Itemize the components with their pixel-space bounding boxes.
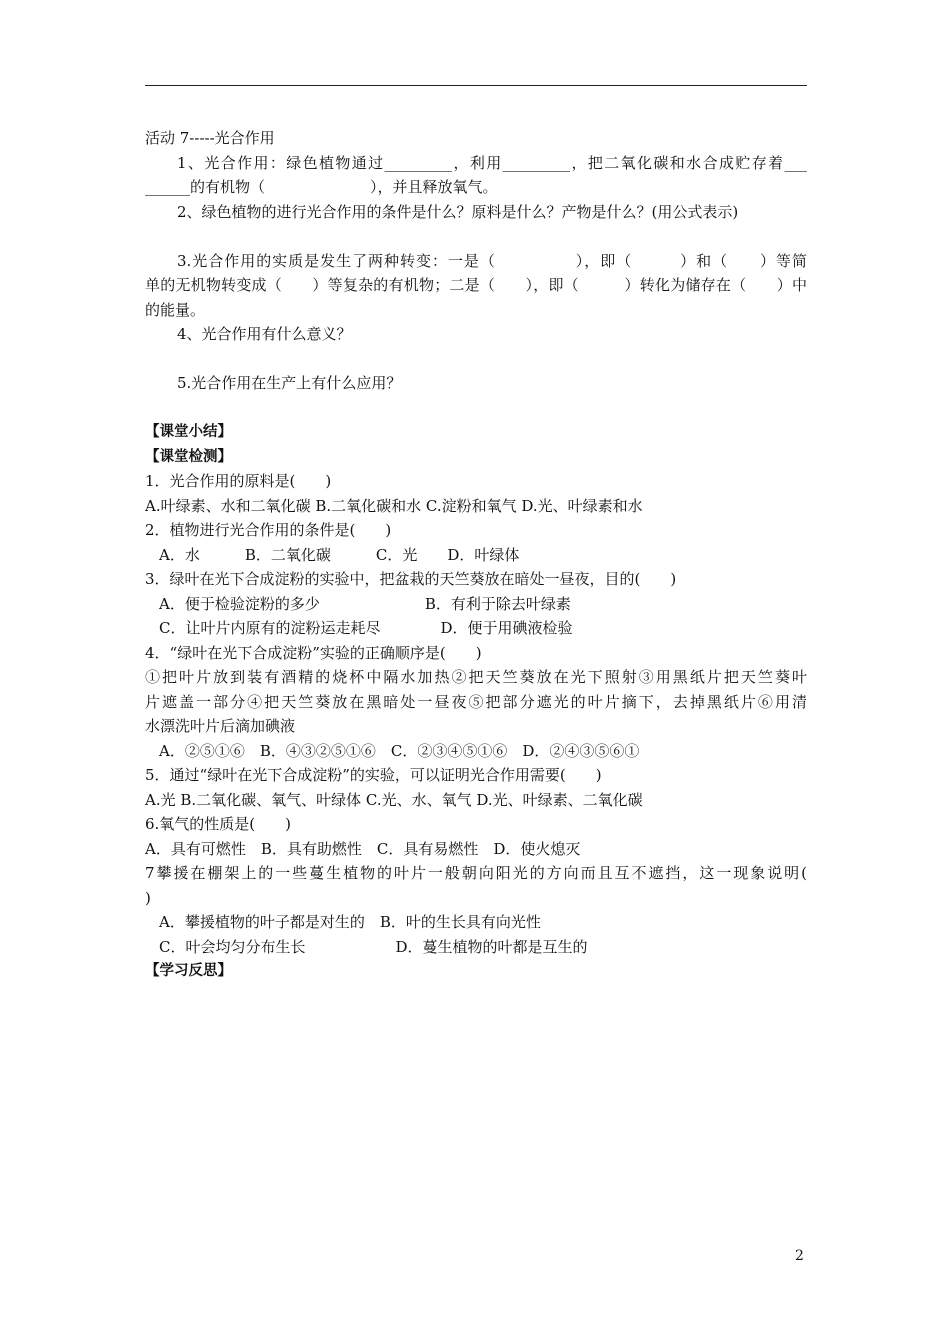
test-question-3-options-cd: C．让叶片内原有的淀粉运走耗尽 D．便于用碘液检验 [159,619,573,637]
test-question-7-line-1: 7攀援在棚架上的一些蔓生植物的叶片一般朝向阳光的方向而且互不遮挡，这一现象说明( [145,864,807,882]
test-question-4: 4．“绿叶在光下合成淀粉”实验的正确顺序是( ) [145,643,482,662]
question-5: 5.光合作用在生产上有什么应用？ [177,374,402,392]
test-question-5-options: A.光 B.二氧化碳、氧气、叶绿体 C.光、水、氧气 D.光、叶绿素、二氧化碳 [145,790,643,809]
test-question-3-options-ab: A．便于检验淀粉的多少 B．有利于除去叶绿素 [159,594,571,613]
test-question-6-options: A．具有可燃性 B．具有助燃性 C．具有易燃性 D．使火熄灭 [145,839,581,858]
question-1-line-1: 1、光合作用：绿色植物通过_________，利用_________，把二氧化碳和水合成贮存着___ [177,153,807,172]
test-question-4-options: A．②⑤①⑥ B．④③②⑤①⑥ C．②③④⑤①⑥ D．②④③⑤⑥① [159,741,640,760]
test-question-4-steps-2: 片遮盖一部分④把天竺葵放在黑暗处一昼夜⑤把部分遮光的叶片摘下，去掉黑纸片⑥用清 [145,692,807,711]
document-body [145,126,807,984]
test-question-6: 6.氧气的性质是( ) [145,815,292,833]
reflection-heading: 【学习反思】 [145,963,232,979]
question-1-line-2: ______的有机物（ ），并且释放氧气。 [145,178,498,196]
page-number: 2 [795,1248,804,1264]
test-question-7-options-cd: C．叶会均匀分布生长 D．蔓生植物的叶都是互生的 [159,937,588,956]
question-2: 2、绿色植物的进行光合作用的条件是什么？原料是什么？产物是什么？(用公式表示) [177,202,739,221]
test-question-7-line-2: ) [145,888,151,907]
test-question-1-options: A.叶绿素、水和二氧化碳 B.二氧化碳和水 C.淀粉和氧气 D.光、叶绿素和水 [145,496,643,515]
test-question-3: 3．绿叶在光下合成淀粉的实验中，把盆栽的天竺葵放在暗处一昼夜，目的( ) [145,570,677,588]
test-question-2: 2．植物进行光合作用的条件是( ) [145,521,392,539]
header-rule [145,85,807,86]
test-heading: 【课堂检测】 [145,448,232,465]
question-3-line-2: 单的无机物转变成（ ）等复杂的有机物；二是（ ），即（ ）转化为储存在（ ）中 [145,276,807,294]
question-3-line-3: 的能量。 [145,300,206,319]
summary-heading: 【课堂小结】 [145,424,232,440]
test-question-1: 1．光合作用的原料是( ) [145,472,332,490]
test-question-7-options-ab: A．攀援植物的叶子都是对生的 B．叶的生长具有向光性 [159,913,541,931]
test-question-4-steps-1: ①把叶片放到装有酒精的烧杯中隔水加热②把天竺葵放在光下照射③用黑纸片把天竺葵叶 [145,668,807,686]
activity-heading: 活动 7-----光合作用 [145,129,275,147]
test-question-4-steps-3: 水漂洗叶片后滴加碘液 [145,717,296,735]
test-question-2-options: A．水 B．二氧化碳 C．光 D．叶绿体 [159,545,520,564]
test-question-5: 5．通过“绿叶在光下合成淀粉”的实验，可以证明光合作用需要( ) [145,766,602,784]
question-3-line-1: 3.光合作用的实质是发生了两种转变：一是（ ），即（ ）和（ ）等简 [177,251,807,270]
question-4: 4、光合作用有什么意义？ [177,325,352,343]
